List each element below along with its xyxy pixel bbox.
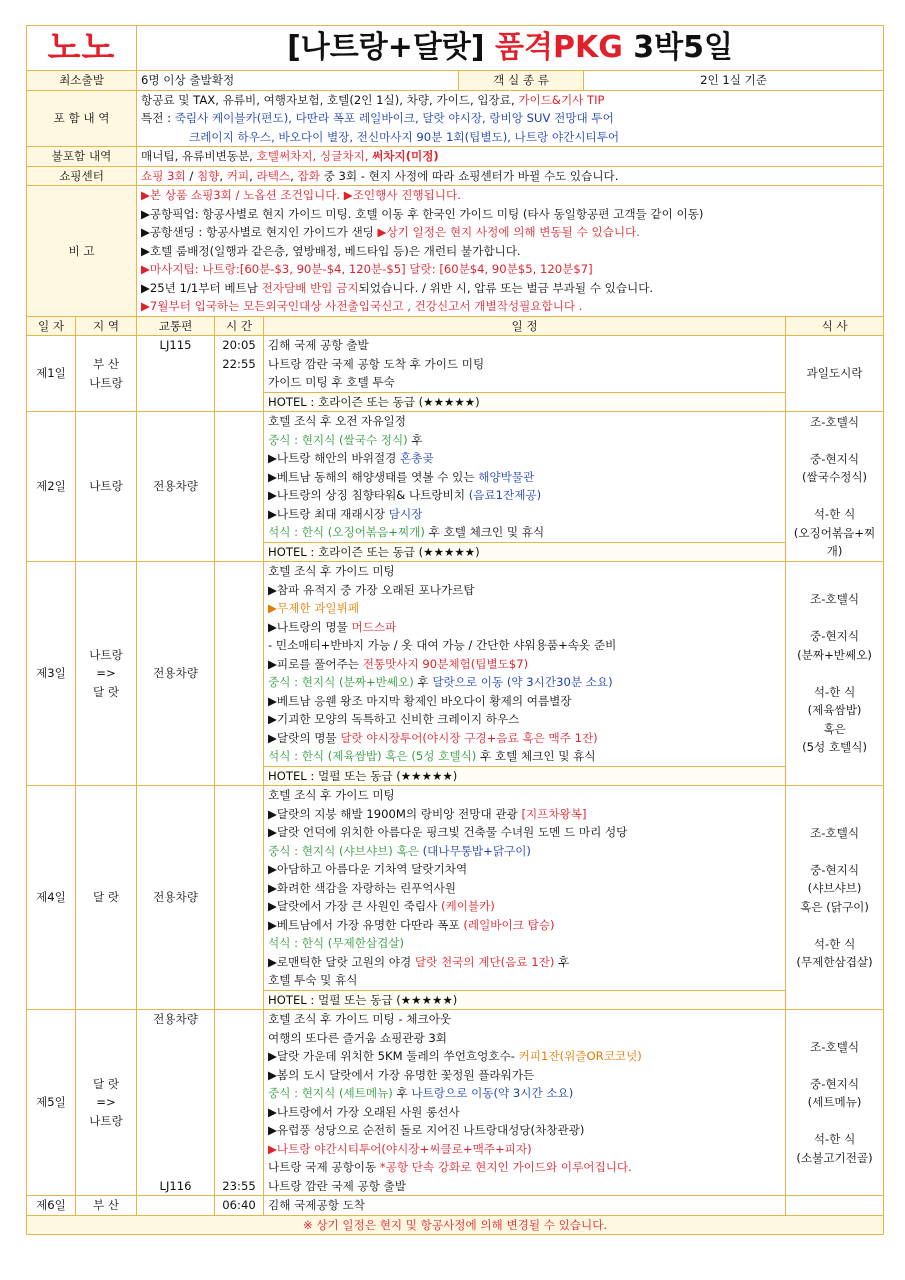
remarks-label: 비 고: [27, 186, 137, 317]
footer-note: ※ 상기 일정은 현지 및 항공사정에 의해 변경될 수 있습니다.: [27, 1215, 884, 1235]
shopping-value: 쇼핑 3회 / 침향, 커피, 라텍스, 잡화 중 3회 - 현지 사정에 따라 쇼핑센터가 바뀔 수도 있습니다.: [137, 166, 884, 186]
title-prefix: [나트랑+달랏]: [287, 30, 485, 65]
itinerary-table: [26, 25, 884, 1235]
day-row-1: 제1일 부 산 나트랑 LJ115 20:05 22:55 김해 국제 공항 출발 나트랑 깜란 국제 공항 도착 후 가이드 미팅 가이드 미팅 후 호텔 투숙 HOTEL : 호라이즌 또는 동급 (★★★★★) 과일도시락: [27, 336, 884, 412]
hotel-day2: HOTEL : 호라이즌 또는 동급 (★★★★★): [264, 542, 785, 562]
col-region: 지 역: [76, 316, 137, 336]
included-label: 포 함 내 역: [27, 90, 137, 147]
room-label: 객 실 종 류: [459, 71, 584, 91]
brand-logo: 노노: [27, 26, 137, 71]
excluded-value: 매너팁, 유류비변동분, 호텔써차지, 싱글차지, 써차지(미정): [137, 147, 884, 167]
hotel-day4: HOTEL : 멀펄 또는 동급 (★★★★★): [264, 990, 785, 1010]
min-depart-value: 6명 이상 출발확정: [137, 71, 459, 91]
col-time: 시 간: [215, 316, 264, 336]
hotel-day3: HOTEL : 멀펄 또는 동급 (★★★★★): [264, 766, 785, 786]
day-row-3: 제3일 나트랑 => 달 랏 전용차량 호텔 조식 후 가이드 미팅 ▶참파 유적지 중 가장 오래된 포나가르탑 ▶무제한 과일뷔페 ▶나트랑의 명물 머드스파 - 민소매티+반바지 가능 / 옷 대여 가능 / 간단한 샤워용품+속옷 준비 ▶피로를 풀어주는 전통맛사지 90분체험(팁별도$7) 중식 : 현지식 (분짜+반쎄오) 후 달랏으로 이동 (약 3시간30분 소요) ▶베트남 응웬 왕조 마지막 황제인 바오다이 황제의 여름별장 ▶기괴한 모양의 독특하고 신비한 크레이지 하우스 ▶달랏의 명물 달랏 야시장투어(야시장 구경+음료 혹은 맥주 1잔) 석식 : 한식 (제육쌈밥) 혹은 (5성 호텔식) 후 호텔 체크인 및 휴식 HOTEL : 멀펄 또는 동급 (★★★★★) 조-호텔식 중-현지식 (분짜+반쎄오) 석-한 식 (제육쌈밥) 혹은 (5성 호텔식): [27, 562, 884, 786]
day-row-2: 제2일 나트랑 전용차량 호텔 조식 후 오전 자유일정 중식 : 현지식 (쌀국수 정식) 후 ▶나트랑 해안의 바위절경 혼총곶 ▶베트남 동해의 해양생태를 엿볼 수 있는 해양박물관 ▶나트랑의 상징 침향타워& 나트랑비치 (음료1잔제공) ▶나트랑 최대 재래시장 담시장 석식 : 한식 (오징어볶음+찌개) 후 호텔 체크인 및 휴식 HOTEL : 호라이즌 또는 동급 (★★★★★) 조-호텔식 중-현지식 (쌀국수정식) 석-한 식 (오징어볶음+찌 개): [27, 412, 884, 562]
col-day: 일 자: [27, 316, 76, 336]
excluded-label: 불포함 내역: [27, 147, 137, 167]
page-title: [137, 26, 884, 71]
title-highlight: 품격PKG: [495, 30, 623, 65]
col-meal: 식 사: [786, 316, 884, 336]
hotel-day1: HOTEL : 호라이즌 또는 동급 (★★★★★): [264, 392, 785, 412]
day-row-4: 제4일 달 랏 전용차량 호텔 조식 후 가이드 미팅 ▶달랏의 지붕 해발 1900M의 랑비앙 전망대 관광 [지프차왕복] ▶달랏 언덕에 위치한 아름다운 핑크빛 건축물 수녀원 도멘 드 마리 성당 중식 : 현지식 (샤브샤브) 혹은 (대나무통밥+닭구이) ▶아담하고 아름다운 기차역 달랏기차역 ▶화려한 색감을 자랑하는 린푸억사원 ▶달랏에서 가장 큰 사원인 죽림사 (케이블카) ▶베트남에서 가장 유명한 다딴라 폭포 (레일바이크 탑승) 석식 : 한식 (무제한삼겹살) ▶로맨틱한 달랏 고원의 야경 달랏 천국의 계단(음료 1잔) 후 호텔 투숙 및 휴식 HOTEL : 멀펄 또는 동급 (★★★★★) 조-호텔식 중-현지식 (샤브샤브) 혹은 (닭구이) 석-한 식 (무제한삼겹살): [27, 786, 884, 1010]
day-row-5: 제5일 달 랏 => 나트랑 전용차량 LJ116 23:55 호텔 조식 후 가이드 미팅 - 체크아웃 여행의 또다른 즐거움 쇼핑관광 3회 ▶달랏 가운데 위치한 5KM 둘레의 쑤언흐엉호수- 커피1잔(위즐OR코코넛) ▶봄의 도시 달랏에서 가장 유명한 꽃정원 플라워가든 중식 : 현지식 (세트메뉴) 후 나트랑으로 이동(약 3시간 소요) ▶나트랑에서 가장 오래된 사원 롱선사 ▶유럽풍 성당으로 순전히 돌로 지어진 나트랑대성당(차창관광) ▶나트랑 야간시티투어(야시장+씨클로+맥주+피자) 나트랑 국제 공항이동 *공항 단속 강화로 현지인 가이드와 이루어집니다. 나트랑 깜란 국제 공항 출발 조-호텔식 중-현지식 (세트메뉴) 석-한 식 (소불고기전골): [27, 1010, 884, 1196]
col-transport: 교통편: [137, 316, 215, 336]
room-value: 2인 1실 기준: [584, 71, 884, 91]
included-value: 항공료 및 TAX, 유류비, 여행자보험, 호텔(2인 1실), 차량, 가이드, 입장료, 가이드&기사 TIP 특전 : 죽림사 케이블카(편도), 다딴라 폭포 레일바이크, 달랏 야시장, 랑비앙 SUV 전망대 투어 크레이지 하우스, 바오다이 별장, 전신마사지 90분 1회(팁별도), 나트랑 야간시티투어: [137, 90, 884, 147]
min-depart-label: 최소출발: [27, 71, 137, 91]
shopping-label: 쇼핑센터: [27, 166, 137, 186]
itinerary-sheet: [26, 25, 883, 1235]
title-suffix: 3박5일: [633, 30, 733, 65]
day-row-6: 제6일 부 산 06:40 김해 국제공항 도착: [27, 1196, 884, 1216]
col-itinerary: 일 정: [264, 316, 786, 336]
remarks-value: ▶본 상품 쇼핑3회 / 노옵션 조건입니다. ▶조인행사 진행됩니다. ▶공항픽업: 항공사별로 현지 가이드 미팅. 호텔 이동 후 한국인 가이드 미팅 (타사 동일항공편 고객들 같이 이동) ▶공항샌딩 : 항공사별로 현지인 가이드가 샌딩 ▶상기 일정은 현지 사정에 의해 변동될 수 있습니다. ▶호텔 룸배정(일행과 같은층, 옆방배정, 베드타입 등)은 개런티 불가합니다. ▶마사지팁: 나트랑:[60분-$3, 90분-$4, 120분-$5] 달랏: [60분$4, 90분$5, 120분$7] ▶25년 1/1부터 베트남 전자담배 반입 금지되었습니다. / 위반 시, 압류 또는 벌금 부과될 수 있습니다. ▶7월부터 입국하는 모든외국인대상 사전출입국신고 , 건강신고서 개별작성필요합니다 .: [137, 186, 884, 317]
